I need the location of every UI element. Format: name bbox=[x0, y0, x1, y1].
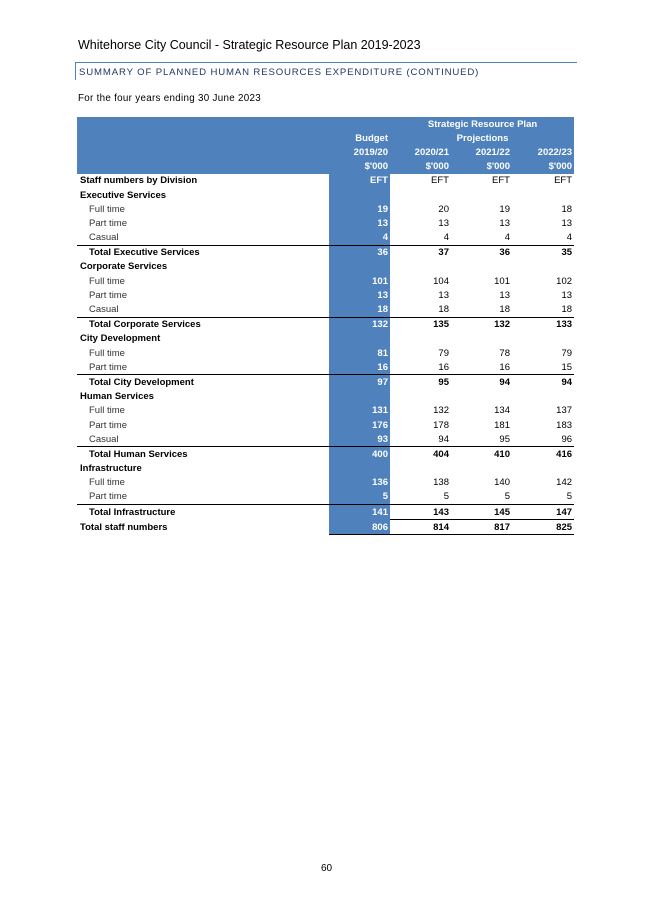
budget-value: 400 bbox=[329, 447, 390, 462]
projection-value: 36 bbox=[451, 245, 512, 260]
projection-value: 140 bbox=[494, 477, 510, 489]
header-row-eft bbox=[77, 174, 574, 188]
table-row bbox=[77, 418, 574, 432]
projection-value: 16 bbox=[438, 361, 449, 373]
section-total-row-label: Total Infrastructure bbox=[77, 505, 329, 520]
eft-header: EFT bbox=[492, 175, 510, 187]
projection-value: 181 bbox=[494, 419, 510, 431]
section-heading-row-label: City Development bbox=[80, 333, 161, 345]
projection-value: 79 bbox=[438, 347, 449, 359]
year-header: 2019/20 bbox=[329, 145, 390, 159]
budget-value: 18 bbox=[329, 302, 390, 317]
projections-header: Projections bbox=[390, 131, 574, 145]
section-total-row bbox=[77, 245, 574, 260]
unit-header: $'000 bbox=[329, 160, 390, 174]
projection-value: 102 bbox=[556, 275, 573, 287]
table-row-label: Full time bbox=[89, 275, 125, 287]
projection-value: 18 bbox=[499, 304, 510, 316]
budget-value: 101 bbox=[329, 274, 390, 288]
section-heading-row bbox=[77, 462, 574, 476]
table-row-label: Part time bbox=[89, 361, 128, 373]
budget-value: 16 bbox=[329, 360, 390, 375]
budget-value: 93 bbox=[329, 432, 390, 447]
table-row-label: Part time bbox=[89, 217, 128, 229]
table-row-label: Casual bbox=[89, 433, 119, 445]
header-row-group bbox=[77, 117, 574, 131]
section-heading-row-label: Corporate Services bbox=[80, 261, 168, 273]
section-heading-row-label: Infrastructure bbox=[80, 463, 142, 475]
section-heading-row bbox=[77, 390, 574, 404]
budget-header: Budget bbox=[329, 131, 390, 145]
section-heading-row bbox=[77, 188, 574, 202]
section-heading-text: SUMMARY OF PLANNED HUMAN RESOURCES EXPENDITURE (CONTINUED) bbox=[79, 67, 480, 78]
hr-summary-table bbox=[77, 117, 574, 535]
projection-value: 94 bbox=[438, 433, 449, 445]
grand-total-row bbox=[77, 520, 574, 535]
projection-value: 18 bbox=[561, 203, 573, 215]
projection-value: 5 bbox=[566, 491, 573, 503]
section-total-row-label: Total Corporate Services bbox=[77, 317, 329, 332]
section-total-row bbox=[77, 317, 574, 332]
section-total-row-label: Total City Development bbox=[77, 375, 329, 390]
projection-value: 18 bbox=[561, 304, 573, 316]
table-row bbox=[77, 216, 574, 230]
budget-value: 141 bbox=[329, 505, 390, 520]
table-row bbox=[77, 231, 574, 246]
eft-header: EFT bbox=[554, 175, 573, 187]
projection-value: 19 bbox=[499, 203, 510, 215]
projection-value: 817 bbox=[451, 520, 512, 535]
projection-value: 13 bbox=[561, 289, 573, 301]
table-row bbox=[77, 274, 574, 288]
projection-value: 410 bbox=[451, 447, 512, 462]
table-row bbox=[77, 360, 574, 375]
projection-value: 142 bbox=[556, 477, 573, 489]
table-row-label: Casual bbox=[89, 232, 119, 244]
projection-value: 96 bbox=[561, 433, 573, 445]
projection-value: 20 bbox=[438, 203, 449, 215]
projection-value: 13 bbox=[499, 217, 510, 229]
projection-value: 95 bbox=[390, 375, 451, 390]
unit-header: $'000 bbox=[451, 160, 512, 174]
table-row bbox=[77, 302, 574, 317]
eft-header: EFT bbox=[431, 175, 449, 187]
projection-value: 145 bbox=[451, 505, 512, 520]
header-row-years bbox=[77, 145, 574, 159]
budget-value: 5 bbox=[329, 490, 390, 505]
section-heading-row bbox=[77, 260, 574, 274]
projection-value: 13 bbox=[438, 289, 449, 301]
table-row bbox=[77, 346, 574, 360]
table-row-label: Full time bbox=[89, 405, 125, 417]
table-row-label: Full time bbox=[89, 477, 125, 489]
projection-value: 143 bbox=[390, 505, 451, 520]
projection-value: 16 bbox=[499, 361, 510, 373]
projection-value: 94 bbox=[512, 375, 574, 390]
projection-value: 104 bbox=[433, 275, 449, 287]
table-row bbox=[77, 202, 574, 216]
unit-header: $'000 bbox=[390, 160, 451, 174]
budget-value: 136 bbox=[329, 476, 390, 490]
projection-value: 95 bbox=[499, 433, 510, 445]
grand-total-row-label: Total staff numbers bbox=[80, 521, 168, 533]
projection-value: 404 bbox=[390, 447, 451, 462]
budget-value: 4 bbox=[329, 231, 390, 246]
budget-value: 13 bbox=[329, 216, 390, 230]
budget-value: 806 bbox=[329, 520, 390, 535]
section-heading-row-label: Executive Services bbox=[80, 189, 167, 201]
document-title: Whitehorse City Council - Strategic Resource Plan 2019-2023 bbox=[78, 38, 421, 52]
projection-value: 4 bbox=[443, 232, 449, 244]
budget-value: 19 bbox=[329, 202, 390, 216]
table-row-label: Casual bbox=[89, 304, 119, 316]
projection-value: 15 bbox=[561, 361, 573, 373]
header-row-units bbox=[77, 160, 574, 174]
projection-value: 138 bbox=[433, 477, 449, 489]
section-heading-row bbox=[77, 332, 574, 346]
projection-value: 101 bbox=[494, 275, 510, 287]
projection-value: 137 bbox=[556, 405, 573, 417]
projection-value: 79 bbox=[561, 347, 573, 359]
section-heading bbox=[75, 62, 577, 80]
projection-value: 147 bbox=[512, 505, 574, 520]
year-header: 2021/22 bbox=[451, 145, 512, 159]
projection-value: 4 bbox=[504, 232, 510, 244]
budget-value: 36 bbox=[329, 245, 390, 260]
budget-value: 81 bbox=[329, 346, 390, 360]
eft-header: EFT bbox=[329, 174, 390, 188]
table-row-label: Part time bbox=[89, 289, 128, 301]
section-total-row-label: Total Human Services bbox=[77, 447, 329, 462]
section-total-row bbox=[77, 447, 574, 462]
budget-value: 132 bbox=[329, 317, 390, 332]
year-header: 2022/23 bbox=[512, 145, 574, 159]
projection-value: 814 bbox=[390, 520, 451, 535]
budget-value: 97 bbox=[329, 375, 390, 390]
projection-value: 5 bbox=[504, 491, 510, 503]
table-row bbox=[77, 476, 574, 490]
projection-value: 183 bbox=[556, 419, 573, 431]
table-row bbox=[77, 288, 574, 302]
table-row bbox=[77, 490, 574, 505]
section-total-row bbox=[77, 505, 574, 520]
group-header: Strategic Resource Plan bbox=[390, 117, 574, 131]
table-row bbox=[77, 432, 574, 447]
projection-value: 132 bbox=[433, 405, 449, 417]
section-total-row bbox=[77, 375, 574, 390]
projection-value: 416 bbox=[512, 447, 574, 462]
projection-value: 94 bbox=[451, 375, 512, 390]
section-heading-row-label: Human Services bbox=[80, 391, 154, 403]
table-row-label: Full time bbox=[89, 203, 125, 215]
projection-value: 13 bbox=[499, 289, 510, 301]
section-total-row-label: Total Executive Services bbox=[77, 245, 329, 260]
projection-value: 132 bbox=[451, 317, 512, 332]
budget-value: 131 bbox=[329, 404, 390, 418]
page-number: 60 bbox=[320, 863, 333, 874]
table-row-label: Part time bbox=[89, 419, 128, 431]
budget-value: 13 bbox=[329, 288, 390, 302]
header-row-labels bbox=[77, 131, 574, 145]
row-label-heading: Staff numbers by Division bbox=[80, 175, 198, 187]
projection-value: 135 bbox=[390, 317, 451, 332]
projection-value: 134 bbox=[494, 405, 510, 417]
intro-text: For the four years ending 30 June 2023 bbox=[78, 93, 261, 104]
table-row bbox=[77, 404, 574, 418]
projection-value: 4 bbox=[566, 232, 573, 244]
projection-value: 18 bbox=[438, 304, 449, 316]
unit-header: $'000 bbox=[512, 160, 574, 174]
projection-value: 825 bbox=[512, 520, 574, 535]
budget-value: 176 bbox=[329, 418, 390, 432]
projection-value: 5 bbox=[443, 491, 449, 503]
year-header: 2020/21 bbox=[390, 145, 451, 159]
projection-value: 35 bbox=[512, 245, 574, 260]
table-row-label: Part time bbox=[89, 491, 128, 503]
projection-value: 133 bbox=[512, 317, 574, 332]
projection-value: 13 bbox=[561, 217, 573, 229]
projection-value: 37 bbox=[390, 245, 451, 260]
projection-value: 13 bbox=[438, 217, 449, 229]
projection-value: 78 bbox=[499, 347, 510, 359]
projection-value: 178 bbox=[433, 419, 449, 431]
table-row-label: Full time bbox=[89, 347, 125, 359]
